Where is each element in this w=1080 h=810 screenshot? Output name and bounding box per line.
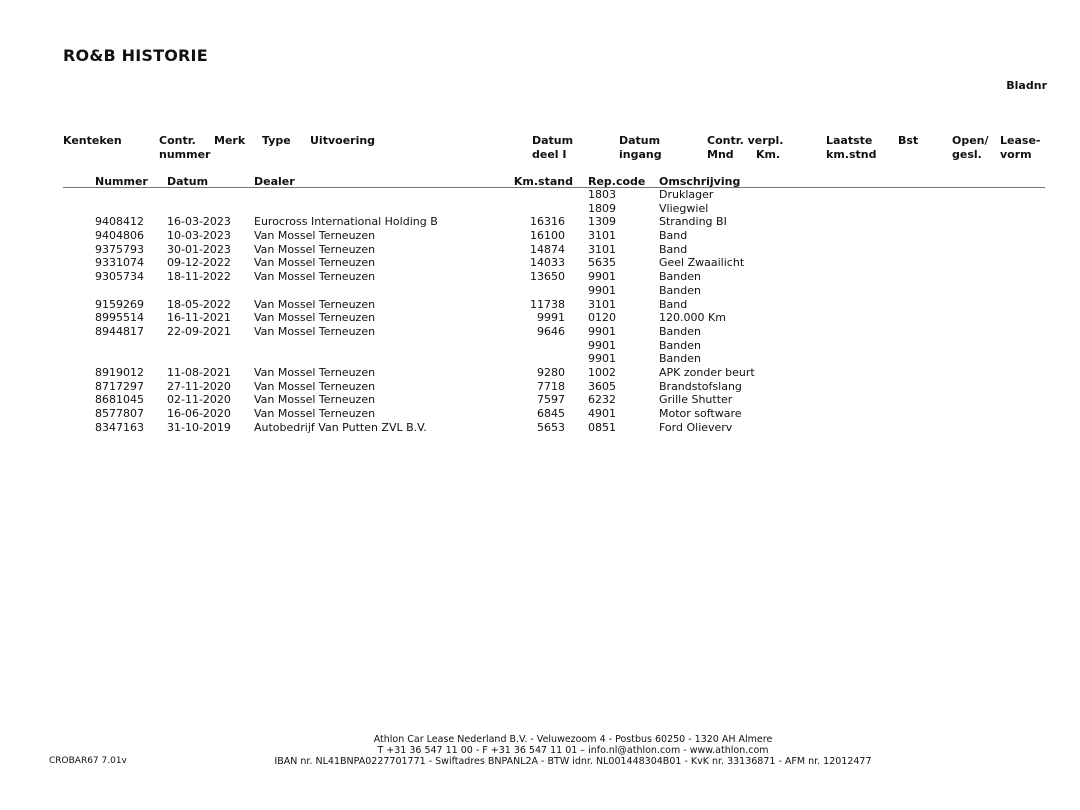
page-title: RO&B HISTORIE [63,46,208,65]
cell-dealer: Van Mossel Terneuzen [254,379,376,393]
cell-repcode: 9901 [588,270,616,284]
cell-omschrijving: 120.000 Km [659,311,726,325]
cell-datum: 16-03-2023 [167,215,231,229]
cell-dealer: Van Mossel Terneuzen [254,270,376,284]
table-row [0,407,1080,421]
cell-kmstand: 7597 [537,393,565,407]
header-contr-verpl-km: Km. [756,148,781,161]
table-row [0,202,1080,216]
table-row [0,188,1080,202]
table-row [0,325,1080,339]
cell-repcode: 6232 [588,393,616,407]
cell-omschrijving: Band [659,229,688,243]
cell-datum: 18-05-2022 [167,297,231,311]
cell-omschrijving: Banden [659,352,701,366]
cell-datum: 22-09-2021 [167,324,231,338]
cell-kmstand: 13650 [530,270,565,284]
table-row [0,298,1080,312]
cell-kmstand: 6845 [537,407,565,420]
header-type: Type [262,134,291,147]
cell-dealer: Van Mossel Terneuzen [254,407,376,420]
header-uitvoering: Uitvoering [310,134,376,147]
cell-omschrijving: Banden [659,270,701,284]
header-leasevorm: Lease- vorm [1000,134,1041,161]
table-row [0,311,1080,325]
cell-kmstand: 5653 [537,420,565,434]
cell-datum: 18-11-2022 [167,270,231,284]
cell-repcode: 0120 [588,311,616,325]
header-merk: Merk [214,134,246,147]
cell-omschrijving: APK zonder beurt [659,365,755,379]
cell-kmstand: 9280 [537,365,565,379]
cell-kmstand: 14874 [530,242,565,256]
cell-repcode: 1309 [588,215,616,229]
cell-kmstand: 16100 [530,229,565,243]
cell-omschrijving: Band [659,242,688,256]
header-contr-verpl-mnd: Contr. verpl. Mnd [707,134,784,161]
col-kmstand: Km.stand [513,175,573,188]
table-row [0,284,1080,298]
cell-nummer: 9331074 [95,256,144,270]
cell-repcode: 1803 [588,188,616,201]
cell-repcode: 4901 [588,407,616,420]
cell-kmstand: 7718 [537,379,565,393]
footer-address: Athlon Car Lease Nederland B.V. - Veluwezoom 4 - Postbus 60250 - 1320 AH Almere [373,734,773,745]
cell-omschrijving: Banden [659,338,701,352]
cell-datum: 16-06-2020 [167,407,231,420]
header-bst: Bst [898,134,919,147]
cell-repcode: 0851 [588,420,616,434]
cell-omschrijving: Stranding BI [659,215,727,229]
cell-repcode: 5635 [588,256,616,270]
form-code: CROBAR67 7.01v [49,756,127,766]
cell-nummer: 9159269 [95,297,144,311]
cell-dealer: Van Mossel Terneuzen [254,242,376,256]
cell-repcode: 9901 [588,324,616,338]
cell-kmstand: 16316 [530,215,565,229]
cell-repcode: 1809 [588,201,616,215]
col-dealer: Dealer [254,175,295,188]
cell-omschrijving: Grille Shutter [659,393,733,407]
cell-kmstand: 11738 [530,297,565,311]
cell-repcode: 3101 [588,242,616,256]
cell-omschrijving: Druklager [659,188,714,201]
cell-kmstand: 14033 [530,256,565,270]
cell-datum: 09-12-2022 [167,256,231,270]
table-row [0,270,1080,284]
cell-repcode: 3605 [588,379,616,393]
table-row [0,366,1080,380]
cell-repcode: 1002 [588,365,616,379]
cell-repcode: 9901 [588,283,616,297]
cell-omschrijving: Ford Olieverv [659,420,733,434]
cell-nummer: 9375793 [95,242,144,256]
cell-repcode: 3101 [588,297,616,311]
cell-nummer: 8717297 [95,379,144,393]
cell-nummer: 8919012 [95,365,144,379]
cell-nummer: 9408412 [95,215,144,229]
cell-omschrijving: Geel Zwaailicht [659,256,745,270]
footer-banking: IBAN nr. NL41BNPA0227701771 - Swiftadres BNPANL2A - BTW idnr. NL001448304B01 - KvK nr. 33136871 - AFM nr. 12012477 [274,756,872,767]
cell-nummer: 8944817 [95,324,144,338]
cell-omschrijving: Band [659,297,688,311]
repair-table-body [0,188,1080,434]
cell-nummer: 8995514 [95,311,144,325]
cell-datum: 11-08-2021 [167,365,231,379]
header-laatste-kmstnd: Laatste km.stnd [826,134,877,161]
header-datum-deel1: Datum deel I [532,134,574,161]
table-row [0,243,1080,257]
cell-nummer: 8347163 [95,420,144,434]
header-datum-ingang: Datum ingang [619,134,662,161]
header-kenteken: Kenteken [63,134,122,147]
cell-kmstand: 9646 [537,324,565,338]
cell-dealer: Van Mossel Terneuzen [254,311,376,325]
cell-datum: 27-11-2020 [167,379,231,393]
col-datum: Datum [167,175,209,188]
table-row [0,229,1080,243]
table-row [0,352,1080,366]
cell-nummer: 9305734 [95,270,144,284]
table-row [0,215,1080,229]
cell-dealer: Van Mossel Terneuzen [254,324,376,338]
cell-repcode: 9901 [588,352,616,366]
header-open-gesl: Open/ gesl. [952,134,989,161]
cell-repcode: 9901 [588,338,616,352]
cell-datum: 31-10-2019 [167,420,231,434]
cell-dealer: Autobedrijf Van Putten ZVL B.V. [254,420,427,434]
cell-datum: 10-03-2023 [167,229,231,243]
col-repcode: Rep.code [588,175,646,188]
cell-dealer: Van Mossel Terneuzen [254,365,376,379]
page-number-label: Bladnr [1006,79,1047,92]
table-row [0,380,1080,394]
cell-datum: 16-11-2021 [167,311,231,325]
cell-datum: 02-11-2020 [167,393,231,407]
cell-datum: 30-01-2023 [167,242,231,256]
cell-nummer: 9404806 [95,229,144,243]
footer-contact: T +31 36 547 11 00 - F +31 36 547 11 01 – info.nl@athlon.com - www.athlon.com [377,745,769,756]
col-nummer: Nummer [95,175,148,188]
cell-dealer: Van Mossel Terneuzen [254,256,376,270]
cell-kmstand: 9991 [537,311,565,325]
table-row [0,393,1080,407]
cell-omschrijving: Brandstofslang [659,379,742,393]
header-contractnummer: Contr. nummer [159,134,211,161]
col-omschrijving: Omschrijving [659,175,741,188]
cell-dealer: Van Mossel Terneuzen [254,297,376,311]
cell-omschrijving: Banden [659,283,701,297]
table-row [0,421,1080,435]
cell-dealer: Van Mossel Terneuzen [254,393,376,407]
cell-omschrijving: Banden [659,324,701,338]
cell-nummer: 8577807 [95,407,144,420]
cell-dealer: Eurocross International Holding B [254,215,438,229]
cell-omschrijving: Vliegwiel [659,201,709,215]
table-row [0,256,1080,270]
cell-dealer: Van Mossel Terneuzen [254,229,376,243]
table-row [0,339,1080,353]
cell-omschrijving: Motor software [659,407,742,420]
cell-repcode: 3101 [588,229,616,243]
cell-nummer: 8681045 [95,393,144,407]
